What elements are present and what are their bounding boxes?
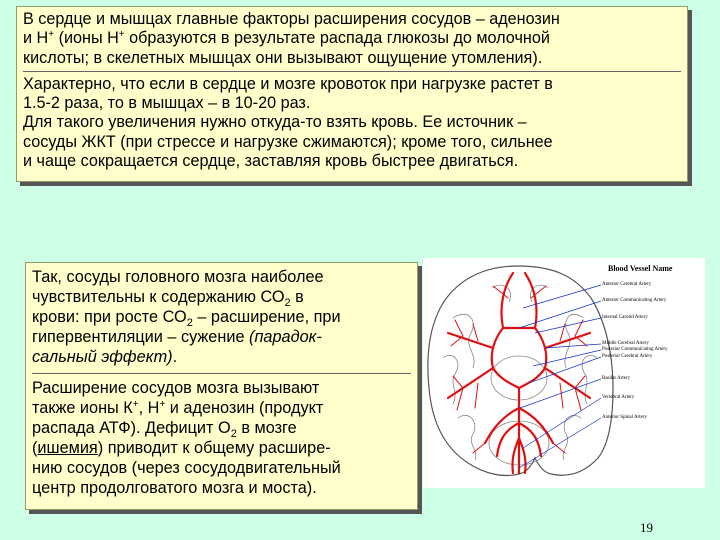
paragraph-ions-ischemia: [32, 374, 411, 504]
label-middle-cerebral-artery: Middle Cerebral Artery: [602, 341, 649, 346]
text-run: в мозге: [236, 419, 297, 437]
text-line: [23, 29, 681, 48]
figure-title: Blood Vessel Name: [608, 264, 673, 273]
text-run: – расширение, при: [192, 308, 341, 326]
text-line: [32, 307, 411, 327]
text-line: Так, сосуды головного мозга наиболее: [32, 268, 324, 286]
text-run: также ионы К: [32, 399, 133, 417]
text-line: [32, 398, 411, 418]
superscript: +: [132, 399, 139, 410]
text-run: и Н: [23, 29, 49, 48]
brain-blood-vessels-figure: [423, 258, 705, 488]
text-run: распада АТФ). Дефицит О: [32, 419, 231, 437]
label-internal-carotid-artery: Internal Carotid Artery: [602, 315, 648, 320]
page-number: 19: [640, 520, 653, 535]
text-run: В сердце и мышцах главные факторы расширения сосудов – аденозин: [23, 10, 560, 28]
label-anterior-communicating-artery: Anterior Communicating Artery: [602, 298, 667, 303]
text-line: [32, 287, 411, 307]
label-anterior-cerebral-artery: Anterior Cerebral Artery: [602, 282, 652, 287]
text-run: (ионы Н: [54, 29, 119, 48]
label-anterior-spinal-artery: Anterior Spinal Artery: [602, 415, 647, 420]
text-line: сосуды ЖКТ (при стрессе и нагрузке сжимаются); кроме того, сильнее: [23, 132, 553, 151]
superscript: +: [118, 29, 125, 41]
superscript: +: [159, 399, 166, 410]
italic-run: сальный эффект): [32, 348, 173, 366]
text-run: кислоты; в скелетных мышцах они вызывают ощущение утомления).: [23, 48, 543, 67]
label-vertebral-artery: Vertebral Artery: [602, 395, 635, 400]
label-posterior-cerebral-artery: Posterior Cerebral Artery: [602, 354, 653, 359]
text-run: чувствительны к содержанию СО: [32, 288, 285, 306]
top-text-block: [16, 6, 688, 182]
text-line: 1.5-2 раза, то в мышцах – в 10-20 раз.: [23, 94, 311, 113]
text-run: гипервентиляции – сужение: [32, 328, 250, 346]
text-run: , Н: [138, 399, 160, 417]
text-line: [23, 10, 681, 29]
brain-vessels-text-block: [25, 262, 418, 510]
text-line: [32, 327, 411, 347]
text-line: Характерно, что если в сердце и мозге кровоток при нагрузке растет в: [23, 74, 553, 93]
paragraph-blood-flow: [23, 72, 681, 174]
text-run: .: [172, 348, 178, 366]
text-run: образуются в результате распада глюкозы до молочной: [124, 29, 550, 48]
text-line: центр продолговатого мозга и моста).: [32, 479, 317, 497]
text-line: [23, 49, 681, 68]
brain-illustration: [423, 258, 705, 488]
text-line: Расширение сосудов мозга вызывают: [32, 379, 320, 397]
paragraph-vasodilation-factors: [23, 7, 681, 72]
label-posterior-communicating-artery: Posterior Communicating Artery: [602, 347, 668, 352]
paragraph-co2-sensitivity: [32, 263, 411, 374]
text-line: нию сосудов (через сосудодвигательный: [32, 459, 341, 477]
text-line: Для такого увеличения нужно откуда-то взять кровь. Ее источник –: [23, 113, 527, 132]
text-run: ) приводит к общему расшире-: [97, 439, 331, 457]
label-basilar-artery: Basilar Artery: [602, 376, 631, 381]
italic-run: (парадок-: [249, 328, 322, 346]
underlined-run: ишемия: [37, 439, 98, 457]
subscript: 2: [186, 317, 193, 329]
text-run: и аденозин (продукт: [165, 399, 324, 417]
text-run: (: [32, 439, 38, 457]
text-line: [32, 418, 411, 438]
subscript: 2: [230, 428, 237, 440]
text-line: и чаще сокращается сердце, заставляя кровь быстрее двигаться.: [23, 152, 519, 171]
text-run: крови: при росте СО: [32, 308, 187, 326]
subscript: 2: [284, 297, 291, 309]
text-run: в: [290, 288, 304, 306]
text-line: [32, 347, 411, 367]
superscript: +: [48, 29, 55, 41]
text-line: [32, 438, 411, 458]
